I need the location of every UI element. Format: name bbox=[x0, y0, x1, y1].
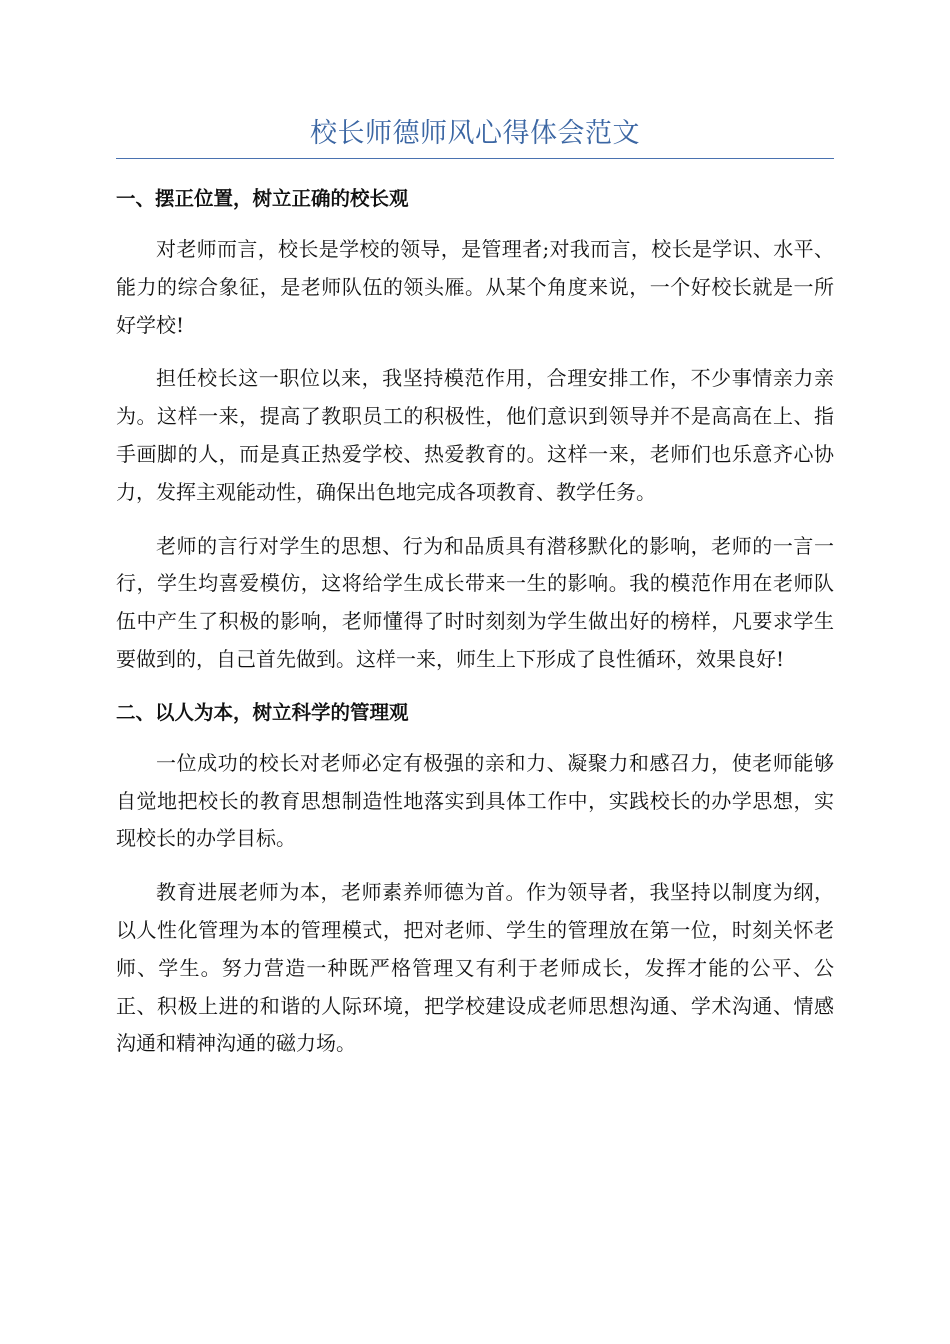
document-title: 校长师德师风心得体会范文 bbox=[310, 118, 640, 149]
section-1 bbox=[116, 181, 834, 679]
section-heading: 二、以人为本，树立科学的管理观 bbox=[116, 700, 409, 724]
paragraph: 担任校长这一职位以来，我坚持模范作用，合理安排工作，不少事情亲力亲为。这样一来，提高了教职员工的积极性，他们意识到领导并不是高高在上、指手画脚的人，而是真正热爱学校、热爱教育的。这样一来，老师们也乐意齐心协力，发挥主观能动性，确保出色地完成各项教育、教学任务。 bbox=[116, 366, 834, 504]
paragraph: 对老师而言，校长是学校的领导，是管理者;对我而言，校长是学识、水平、能力的综合象征，是老师队伍的领头雁。从某个角度来说，一个好校长就是一所好学校! bbox=[116, 237, 834, 337]
section-heading: 一、摆正位置，树立正确的校长观 bbox=[116, 187, 409, 210]
document-page bbox=[116, 112, 834, 1079]
paragraph: 教育进展老师为本，老师素养师德为首。作为领导者，我坚持以制度为纲，以人性化管理为本的管理模式，把对老师、学生的管理放在第一位，时刻关怀老师、学生。努力营造一种既严格管理又有利于老师成长，发挥才能的公平、公正、积极上进的和谐的人际环境，把学校建设成老师思想沟通、学术沟通、情感沟通和精神沟通的磁力场。 bbox=[116, 880, 834, 1056]
paragraph: 老师的言行对学生的思想、行为和品质具有潜移默化的影响，老师的一言一行，学生均喜爱模仿，这将给学生成长带来一生的影响。我的模范作用在老师队伍中产生了积极的影响，老师懂得了时时刻刻为学生做出好的榜样，凡要求学生要做到的，自己首先做到。这样一来，师生上下形成了良性循环，效果良好! bbox=[116, 533, 834, 671]
paragraph: 一位成功的校长对老师必定有极强的亲和力、凝聚力和感召力，使老师能够自觉地把校长的教育思想制造性地落实到具体工作中，实践校长的办学思想，实现校长的办学目标。 bbox=[116, 750, 834, 851]
title-divider bbox=[116, 158, 834, 159]
section-2 bbox=[116, 695, 834, 1063]
